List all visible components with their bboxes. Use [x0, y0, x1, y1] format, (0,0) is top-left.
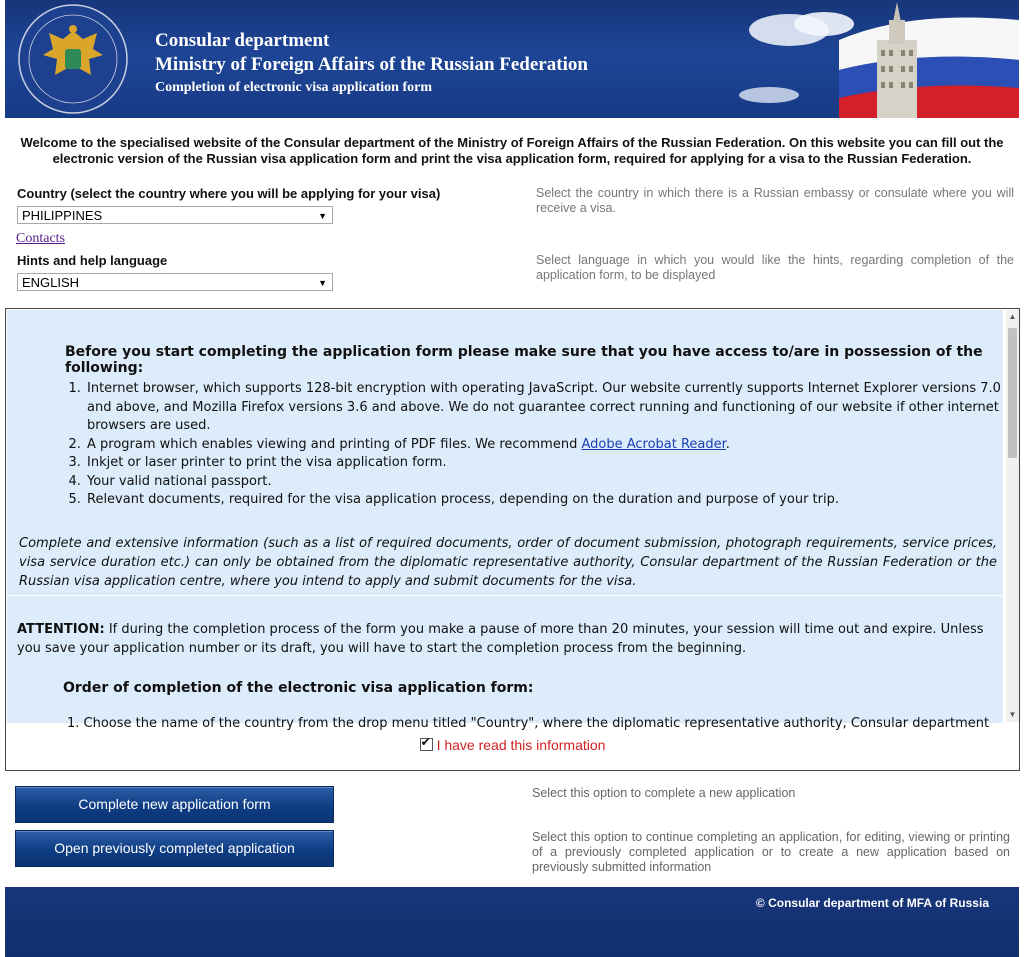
- read-confirmation[interactable]: [6, 737, 1019, 753]
- new-application-hint: Select this option to complete a new application: [532, 786, 796, 800]
- information-scrollbar[interactable]: [1006, 310, 1019, 722]
- order-first-step: 1. Choose the name of the country from the drop menu titled "Country", where the diplomatic representative authority, Consular department: [67, 716, 990, 731]
- requirements-heading: Before you start completing the application form please make sure that you have access to/are in possession of the following:: [65, 344, 983, 376]
- information-scroll-area[interactable]: [7, 310, 1003, 731]
- scroll-down-arrow-icon[interactable]: ▼: [1008, 710, 1017, 719]
- header-subtitle: Completion of electronic visa application form: [155, 80, 432, 95]
- list-item: 4. Your valid national passport.: [85, 473, 1025, 492]
- country-select-value: PHILIPPINES: [22, 208, 103, 223]
- attention-section: [7, 595, 1003, 731]
- scroll-up-arrow-icon[interactable]: ▲: [1008, 312, 1017, 321]
- information-panel: [5, 308, 1020, 771]
- open-application-hint: Select this option to continue completing an application, for editing, viewing or printing of a previously completed application or to create a new application based on previously submitted information: [532, 830, 1010, 874]
- site-footer: [5, 887, 1019, 957]
- information-note: Complete and extensive information (such as a list of required documents, order of document submission, photograph requirements, service prices, visa service duration etc.) can only be obtained from the diplomatic representative authority, Consular department of the Russian Federation or the Russian visa application centre, where you intend to apply and submit documents for the visa.: [19, 536, 997, 589]
- language-label: Hints and help language: [17, 253, 168, 268]
- attention-label: ATTENTION:: [17, 622, 105, 637]
- list-item: 3. Inkjet or laser printer to print the visa application form.: [85, 454, 1025, 473]
- site-header: [5, 0, 1019, 118]
- country-label: Country (select the country where you will be applying for your visa): [17, 186, 441, 201]
- country-hint: Select the country in which there is a Russian embassy or consulate where you will receive a visa.: [536, 186, 1014, 215]
- footer-copyright: © Consular department of MFA of Russia: [755, 896, 989, 910]
- dropdown-arrow-icon: ▼: [318, 278, 327, 288]
- coat-of-arms-icon: [17, 3, 129, 115]
- attention-text: ATTENTION: If during the completion process of the form you make a pause of more than 20 minutes, your session will time out and expire. Unless you save your application number or its draft, you will have to start the completion process from the beginning.: [17, 622, 984, 656]
- list-item: 2. A program which enables viewing and printing of PDF files. We recommend Adobe Acrobat Reader.: [85, 436, 1025, 455]
- list-item: 5. Relevant documents, required for the visa application process, depending on the duration and purpose of your trip.: [85, 491, 1025, 510]
- scrollbar-thumb[interactable]: [1008, 328, 1017, 458]
- country-select[interactable]: [17, 206, 333, 224]
- language-select-value: ENGLISH: [22, 275, 80, 290]
- dropdown-arrow-icon: ▼: [318, 211, 327, 221]
- list-item: 1. Internet browser, which supports 128-bit encryption with operating JavaScript. Our website currently supports Internet Explorer versions 7.0 and above, and Mozilla Firefox versions 3.6 and above. We do not guarantee correct running and functioning of our website if other internet browsers are used.: [85, 380, 1025, 436]
- order-heading: Order of completion of the electronic visa application form:: [63, 680, 534, 696]
- requirements-list: [57, 380, 1025, 510]
- adobe-acrobat-link[interactable]: Adobe Acrobat Reader: [581, 436, 726, 452]
- header-title-department: Consular department: [155, 30, 330, 51]
- new-application-button[interactable]: Complete new application form: [15, 786, 334, 823]
- language-hint: Select language in which you would like the hints, regarding completion of the application form, to be displayed: [536, 253, 1014, 282]
- header-title-ministry: Ministry of Foreign Affairs of the Russian Federation: [155, 54, 588, 75]
- welcome-text: Welcome to the specialised website of the Consular department of the Ministry of Foreign Affairs of the Russian Federation. On this website you can fill out the electronic version of the Russian visa application form and print the visa application form, required for applying for a visa to the Russian Federation.: [20, 135, 1004, 166]
- open-application-button[interactable]: Open previously completed application: [15, 830, 334, 867]
- read-confirmation-checkbox[interactable]: [420, 738, 433, 751]
- language-select[interactable]: [17, 273, 333, 291]
- header-flag-illustration: [729, 0, 1019, 118]
- contacts-link[interactable]: Contacts: [16, 231, 65, 246]
- read-confirmation-label[interactable]: I have read this information: [436, 737, 606, 753]
